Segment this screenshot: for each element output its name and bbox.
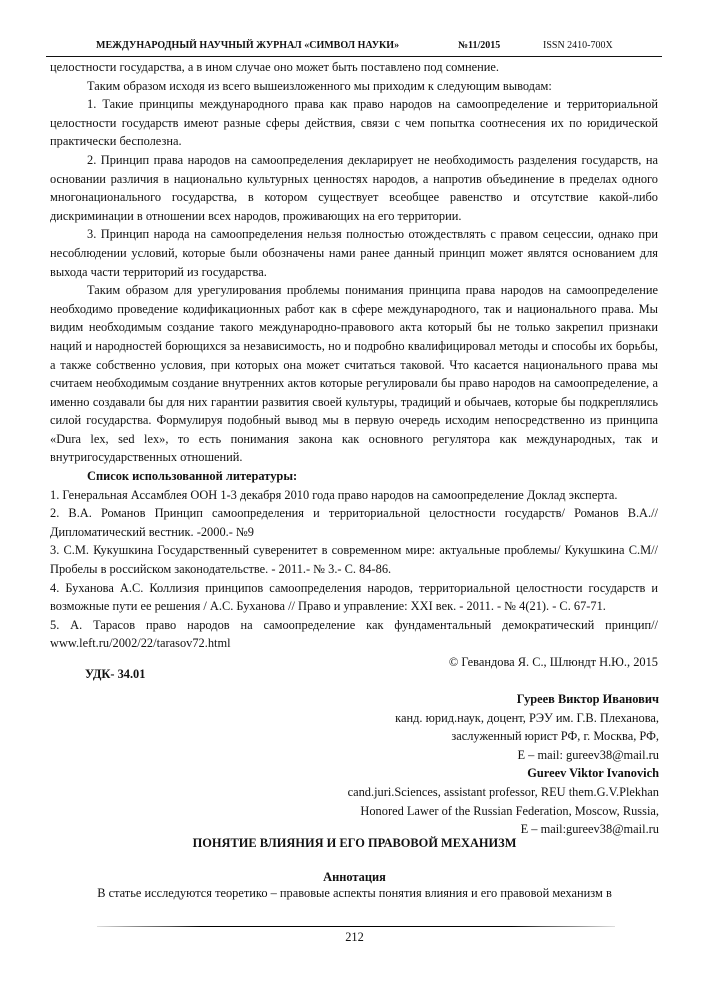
issn: ISSN 2410-700X	[543, 40, 613, 51]
reference-item: 5. А. Тарасов право народов на самоопределение как фундаментальный демократический принцип// www.left.ru/2002/22/tarasov72.html	[50, 617, 658, 651]
author-affiliation-ru: канд. юрид.наук, доцент, РЭУ им. Г.В. Плеханова,	[395, 710, 659, 725]
author-name-en: Gureev Viktor Ivanovich	[527, 766, 659, 781]
reference-item: 4. Буханова А.С. Коллизия принципов самоопределения народов, территориальной целостности государств и возможные пути ее решения / А.С. Буханова // Право и управление: XXI век. - 2011. - № 4(21). - С. 67-71.	[50, 580, 658, 614]
running-header	[46, 40, 662, 56]
page-number: 212	[345, 930, 364, 944]
reference-item: 2. В.А. Романов Принцип самоопределения и территориальной целостности государств/ Романов В.А.// Дипломатический вестник. -2000.- №9	[50, 506, 658, 539]
footer-rule	[97, 926, 615, 927]
author-title-en: Honored Lawer of the Russian Federation, Moscow, Russia,	[360, 803, 659, 818]
author-title-ru: заслуженный юрист РФ, г. Москва, РФ,	[451, 729, 659, 744]
paragraph: Таким образом для урегулирования проблемы понимания принципа права народов на самоопределение необходимо проведение кодификационных работ как в сфере международного, так и национального права. Мы видим необходимым создание такого международно-правового акта который бы не только закрепил признаки наций и народностей борющихся за независимость, но и подробно квалифицировал методы и способы их борьбы, а также собственно условия, при которых она может считаться таковой. Что касается национального права мы считаем необходимым создание внутренних актов которые регулировали бы право народов на самоопределение, а именно создавали бы для них гарантии развития своей культуры, традиций и обычаев, которые бы подкреплялись силой государства. Формулируя подобный вывод мы в первую очередь исходим непосредственно из принципа «Dura lex, sed lex», то есть понимания закона как основного регулятора как международных, так и внутригосударственных отношений.	[50, 283, 658, 465]
author-name-ru: Гуреев Виктор Иванович	[516, 692, 659, 706]
journal-title: МЕЖДУНАРОДНЫЙ НАУЧНЫЙ ЖУРНАЛ «СИМВОЛ НАУКИ»	[96, 40, 400, 51]
article-title: ПОНЯТИЕ ВЛИЯНИЯ И ЕГО ПРАВОВОЙ МЕХАНИЗМ	[192, 836, 517, 850]
references-title: Список использованной литературы:	[87, 469, 298, 484]
author-email-en: E – mail:gureev38@mail.ru	[520, 822, 659, 837]
reference-item: 1. Генеральная Ассамблея ООН 1-3 декабря 2010 года право народов на самоопределение Доклад эксперта.	[50, 487, 618, 502]
annotation-text: В статье исследуются теоретико – правовые аспекты понятия влияния и его правовой механизм в	[97, 886, 612, 900]
issue-number: №11/2015	[458, 40, 501, 51]
conclusion-item: 1. Такие принципы международного права как право народов на самоопределение и территориальной целостности государств имеют разные сферы действия, связи с чем попытка соотнесения их по юридической практически бесполезна.	[50, 97, 658, 149]
author-affiliation-en: cand.juri.Sciences, assistant professor, REU them.G.V.Plekhan	[347, 784, 659, 799]
annotation-title: Аннотация	[323, 870, 386, 884]
conclusion-item: 3. Принцип народа на самоопределения нельзя полностью отождествлять с правом сецессии, однако при несоблюдении условий, которые были обозначены нами ранее данный принцип может являтся основанием для выхода части территорий из государства.	[50, 227, 658, 279]
paragraph: Таким образом исходя из всего вышеизложенного мы приходим к следующим выводам:	[87, 78, 552, 93]
header-rule	[46, 56, 662, 57]
reference-item: 3. С.М. Кукушкина Государственный суверенитет в современном мире: актуальные проблемы/ Кукушкина С.М// Пробелы в российском законодательстве. - 2011.- № 3.- С. 84-86.	[50, 543, 658, 577]
paragraph: целостности государства, а в ином случае оно может быть поставлено под сомнение.	[50, 60, 499, 74]
conclusion-item: 2. Принцип права народов на самоопределения декларирует не необходимость разделения государств, на основании различия в национально культурных ценностях народов, а напротив объединение в пределах одного многонационального государства, в котором существует всеобщее равенство и отсутствие какой-либо дискриминации в отношении всех народов, проживающих на его территории.	[50, 152, 658, 223]
author-block	[348, 690, 659, 839]
udk-code: УДК- 34.01	[85, 667, 146, 681]
author-email-ru: E – mail: gureev38@mail.ru	[517, 747, 659, 762]
article-body	[50, 58, 658, 672]
copyright: © Гевандова Я. С., Шлюндт Н.Ю., 2015	[448, 655, 658, 669]
